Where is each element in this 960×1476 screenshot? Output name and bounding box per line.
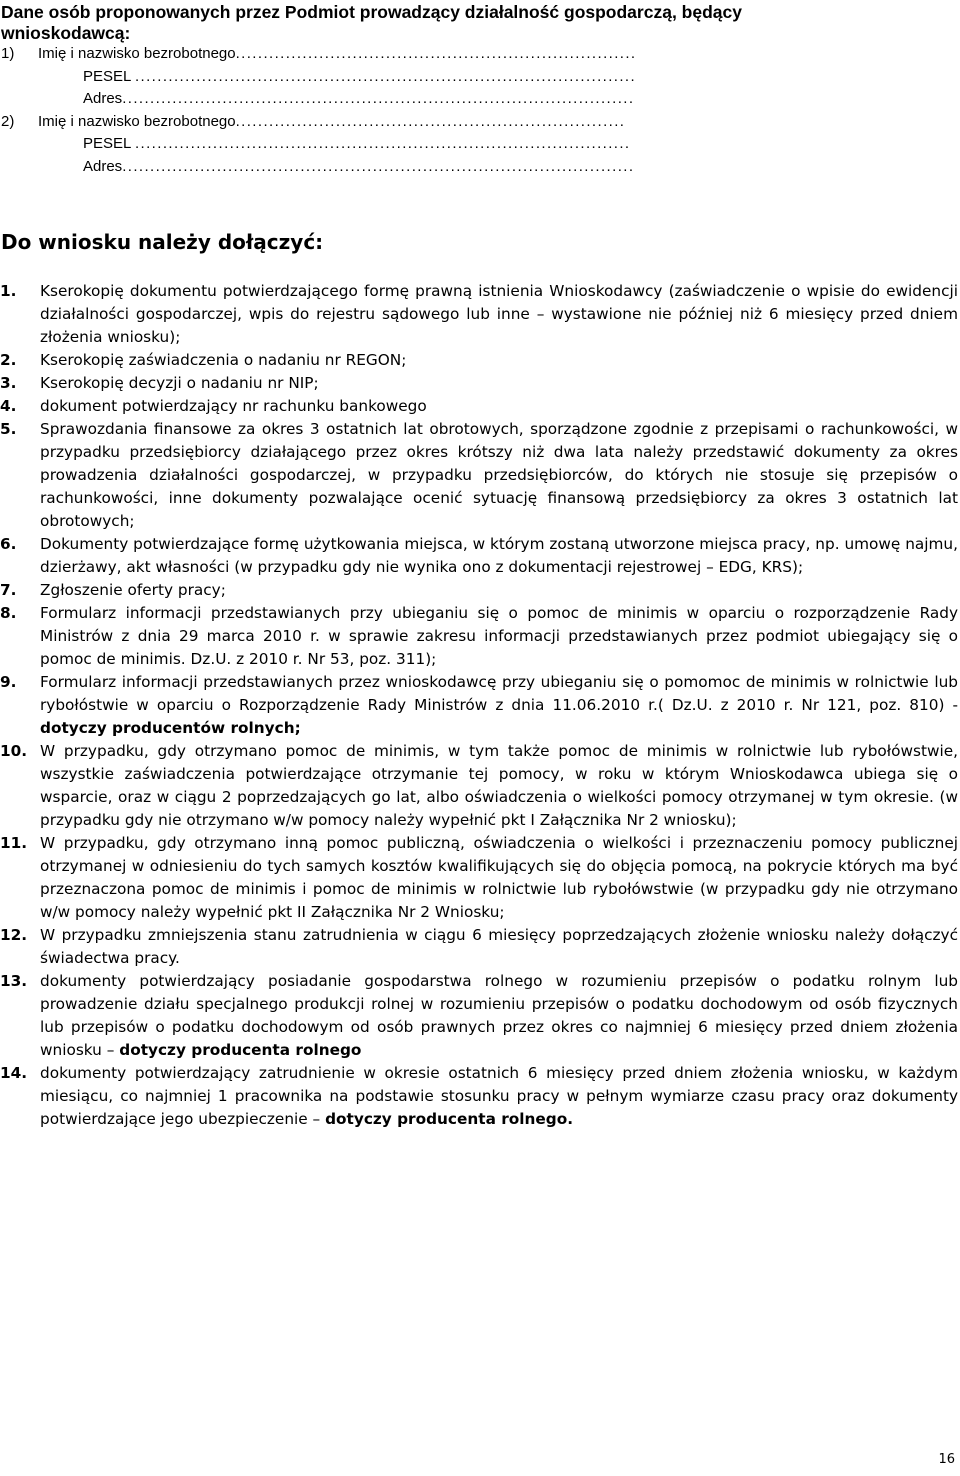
person-name-label: Imię i nazwisko bezrobotnego [38,112,236,130]
list-item-text [40,970,958,1062]
list-item [0,579,958,602]
pesel-label: PESEL [83,135,131,153]
list-item [0,395,958,418]
list-item-body: Sprawozdania finansowe za okres 3 ostatnich lat obrotowych, sporządzone zgodnie z przepisami o rachunkowości, w przypadku przedsiębiorcy działającego przez okres krótszy niż dwa lata należy przedstawić dokumenty za okres prowadzenia działalności gospodarczej, w przypadku przedsiębiorców, do których nie stosuje się przepisów o rachunkowości, inne dokumenty pozwalające ocenić sytuację finansową przedsiębiorcy za okres 3 ostatnich lat obrotowych; [40,420,958,530]
person-1-pesel-line [0,66,950,89]
list-item [0,533,958,579]
list-item-number: 14. [0,1064,28,1082]
list-item-number: 5. [0,420,17,438]
list-item-text [40,924,958,970]
list-item-emphasis: dotyczy producentów rolnych; [40,719,301,737]
list-item-body: dokumenty potwierdzający posiadanie gospodarstwa rolnego w rozumieniu przepisów o podatku rolnym lub prowadzenie działu specjalnego produkcji rolnej w rozumieniu przepisów o podatku dochodowym od osób fizycznych lub przepisów o podatku dochodowym od osób prawnych przez okres co najmniej 6 miesięcy przed dniem złożenia wniosku – [40,972,958,1059]
list-item-text [40,579,958,602]
list-item-text [40,395,958,418]
list-item-body: W przypadku, gdy otrzymano pomoc de minimis, w tym także pomoc de minimis w rolnictwie lub rybołówstwie, wszystkie zaświadczenia potwierdzające otrzymanie tej pomocy, w roku w którym Wnioskodawca ubiega się o wsparcie, oraz w ciągu 2 poprzedzających go lat, albo oświadczenia o wielkości pomocy otrzymanej w tym okresie. (w przypadku gdy nie otrzymano w/w pomocy należy wypełnić pkt I Załącznika Nr 2 wniosku); [40,742,958,829]
page-header [1,2,951,44]
list-item-number: 12. [0,926,28,944]
requirements-list [0,280,958,1131]
list-item [0,970,958,1062]
person-2-address-line [0,156,950,179]
list-item-body: Zgłoszenie oferty pracy; [40,581,226,599]
section-heading: Do wniosku należy dołączyć: [1,230,324,254]
address-dots: ............................................................................................ [122,90,635,108]
header-line-2: wnioskodawcą: [1,23,131,43]
list-item [0,418,958,533]
list-item-emphasis: dotyczy producenta rolnego [119,1041,362,1059]
list-item-text [40,602,958,671]
address-label: Adres [83,90,123,108]
person-name-label: Imię i nazwisko bezrobotnego [38,45,236,62]
address-label: Adres [83,157,123,175]
list-item-emphasis: dotyczy producenta rolnego. [325,1110,574,1128]
list-item-text [40,1062,958,1131]
person-2-name-line [0,111,950,134]
list-item-number: 1. [0,282,17,300]
person-name-dots: ........................................................................ [235,45,637,62]
person-number: 1) [1,45,15,62]
list-item-text [40,740,958,832]
list-item-body: Kserokopię dokumentu potwierdzającego formę prawną istnienia Wnioskodawcy (zaświadczenie o wpisie do ewidencji działalności gospodarczej, wpis do rejestru sądowego lub inne – wystawione nie później niż 6 miesięcy przed dniem złożenia wniosku); [40,282,958,346]
list-item-body: Dokumenty potwierdzające formę użytkowania miejsca, w którym zostaną utworzone miejsca pracy, np. umowę najmu, dzierżawy, akt własności (w przypadku gdy nie wynika ono z dokumentacji rejestrowej – EDG, KRS); [40,535,958,576]
person-2-pesel-line [0,133,950,156]
list-item-body: W przypadku zmniejszenia stanu zatrudnienia w ciągu 6 miesięcy poprzedzających złożenie wniosku należy dołączyć świadectwa pracy. [40,926,958,967]
header-line-1: Dane osób proponowanych przez Podmiot prowadzący działalność gospodarczą, będący [1,2,742,22]
pesel-dots: .......................................................................................... [134,67,637,85]
list-item-number: 4. [0,397,17,415]
list-item [0,372,958,395]
list-item [0,1062,958,1131]
persons-block [0,43,950,179]
list-item-body: Kserokopię zaświadczenia o nadaniu nr REGON; [40,351,407,369]
list-item-number: 8. [0,604,17,622]
list-item [0,280,958,349]
list-item [0,924,958,970]
list-item-body: dokument potwierdzający nr rachunku bankowego [40,397,427,415]
list-item-number: 10. [0,742,28,760]
list-item-number: 6. [0,535,17,553]
list-item-number: 3. [0,374,17,392]
person-number: 2) [1,112,15,130]
list-item-text [40,832,958,924]
list-item-text [40,671,958,740]
list-item-body: Formularz informacji przedstawianych przy ubieganiu się o pomoc de minimis w oparciu o rozporządzenie Rady Ministrów z dnia 29 marca 2010 r. w sprawie zakresu informacji przedstawianych przez podmiot ubiegający się o pomoc de minimis. Dz.U. z 2010 r. Nr 53, poz. 311); [40,604,958,668]
page-number: 16 [938,1452,955,1467]
list-item-text [40,372,958,395]
pesel-dots: ......................................................................................... [134,135,631,153]
list-item-text [40,418,958,533]
list-item-body: Kserokopię decyzji o nadaniu nr NIP; [40,374,319,392]
person-1-address-line [0,88,950,111]
list-item-text [40,349,958,372]
list-item-number: 7. [0,581,17,599]
address-dots: ............................................................................................ [122,157,635,175]
list-item [0,671,958,740]
list-item-body: W przypadku, gdy otrzymano inną pomoc publiczną, oświadczenia o wielkości i przeznaczeniu pomocy publicznej otrzymanej w odniesieniu do tych samych kosztów kwalifikujących się do objęcia pomocą, na pokrycie których ma być przeznaczona pomoc de minimis i pomoc de minimis w rolnictwie lub rybołówstwie (w przypadku gdy nie otrzymano w/w pomocy należy wypełnić pkt II Załącznika Nr 2 Wniosku; [40,834,958,921]
list-item-body: Formularz informacji przedstawianych przez wnioskodawcę przy ubieganiu się o pomomoc de minimis w rolnictwie lub rybołóstwie w oparciu o Rozporządzenie Rady Ministrów z dnia 11.06.2010 r.( Dz.U. z 2010 r. Nr 121, poz. 810) - [40,673,958,714]
list-item [0,602,958,671]
list-item-body: dokumenty potwierdzający zatrudnienie w okresie ostatnich 6 miesięcy przed dniem złożenia wniosku, w każdym miesiącu, co najmniej 1 pracownika na podstawie stosunku pracy w pełnym wymiarze czasu pracy oraz dokumenty potwierdzające jego ubezpieczenie – [40,1064,958,1128]
list-item-text [40,533,958,579]
person-name-dots: ...................................................................... [235,112,626,130]
list-item-number: 9. [0,673,17,691]
list-item [0,832,958,924]
list-item-number: 13. [0,972,28,990]
person-1-name-line [0,43,950,66]
list-item [0,349,958,372]
list-item [0,740,958,832]
list-item-text [40,280,958,349]
list-item-number: 11. [0,834,28,852]
list-item-number: 2. [0,351,17,369]
pesel-label: PESEL [83,67,131,85]
